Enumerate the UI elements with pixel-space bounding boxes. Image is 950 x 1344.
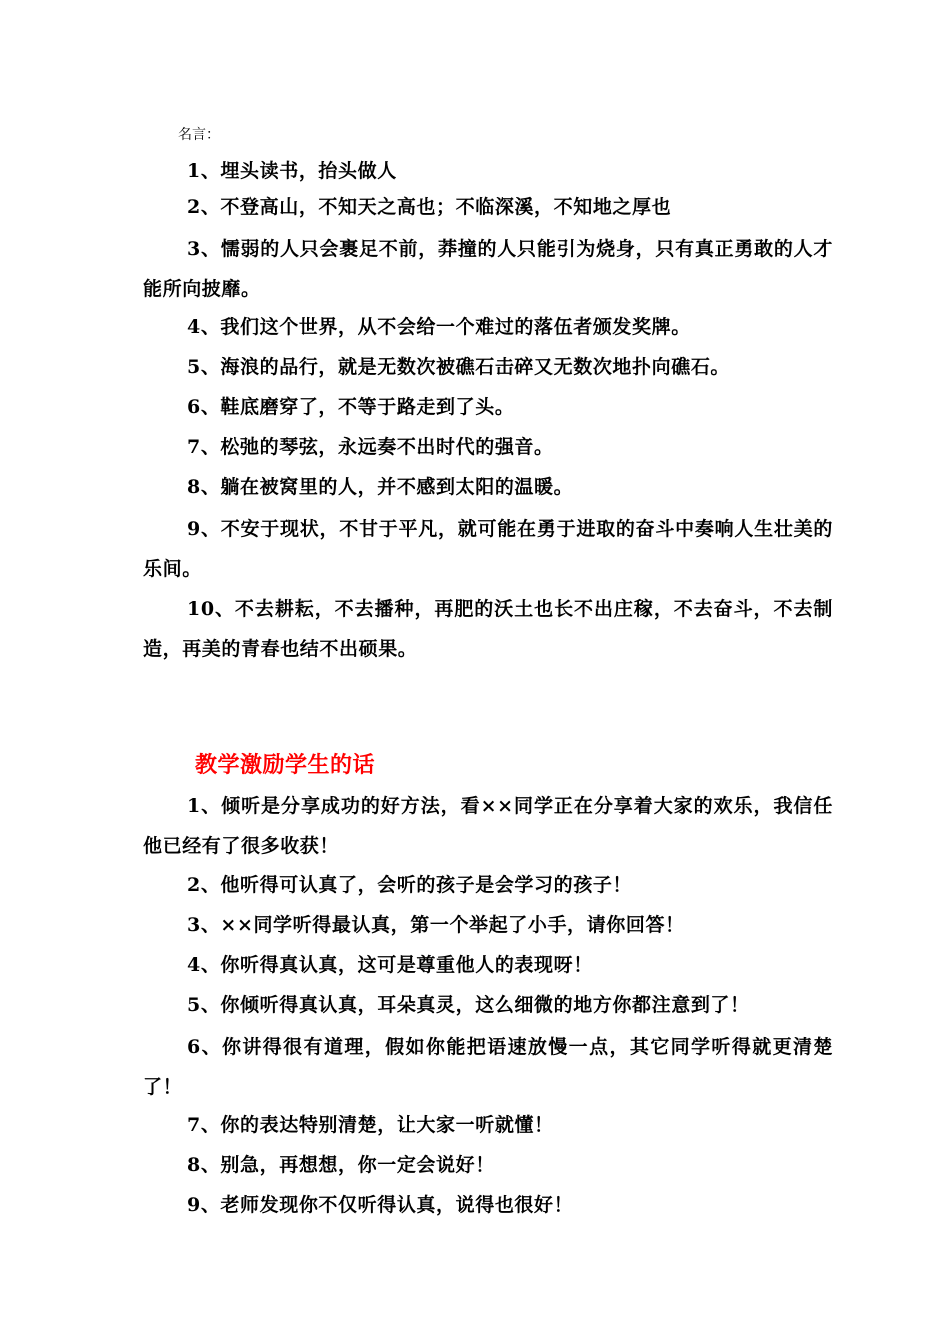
quote-item-5: 5、海浪的品行，就是无数次被礁石击碎又无数次地扑向礁石。 (187, 356, 731, 378)
quotes-label: 名言： (178, 127, 220, 143)
quote-item-2: 2、不登高山，不知天之高也；不临深溪，不知地之厚也 (187, 196, 672, 218)
quote-item-4: 4、我们这个世界，从不会给一个难过的落伍者颁发奖牌。 (187, 316, 691, 338)
encouragement-item-2: 2、他听得可认真了，会听的孩子是会学习的孩子！ (187, 874, 633, 896)
section-heading: 教学激励学生的话 (195, 752, 376, 778)
quote-item-8: 8、躺在被窝里的人，并不感到太阳的温暖。 (187, 476, 574, 498)
encouragement-item-4: 4、你听得真认真，这可是尊重他人的表现呀！ (187, 954, 593, 976)
encouragement-item-8: 8、别急，再想想，你一定会说好！ (187, 1154, 495, 1176)
encouragement-item-7: 7、你的表达特别清楚，让大家一听就懂！ (187, 1114, 554, 1136)
encouragement-item-5: 5、你倾听得真认真，耳朵真灵，这么细微的地方你都注意到了！ (187, 994, 750, 1016)
encouragement-item-3: 3、××同学听得最认真，第一个举起了小手，请你回答！ (187, 914, 685, 936)
quote-item-10: 10、不去耕耘，不去播种，再肥的沃土也长不出庄稼，不去奋斗，不去制造，再美的青春也结不出硕果。 (143, 598, 833, 660)
quote-item-1: 1、埋头读书，抬头做人 (187, 160, 397, 182)
quote-item-3: 3、懦弱的人只会裹足不前，莽撞的人只能引为烧身，只有真正勇敢的人才能所向披靡。 (143, 238, 833, 300)
quote-item-9: 9、不安于现状，不甘于平凡，就可能在勇于进取的奋斗中奏响人生壮美的乐间。 (143, 518, 833, 580)
quote-item-7: 7、松弛的琴弦，永远奏不出时代的强音。 (187, 436, 554, 458)
encouragement-item-1: 1、倾听是分享成功的好方法，看××同学正在分享着大家的欢乐，我信任他已经有了很多收获！ (143, 795, 833, 857)
quote-item-6: 6、鞋底磨穿了，不等于路走到了头。 (187, 396, 515, 418)
encouragement-item-9: 9、老师发现你不仅听得认真，说得也很好！ (187, 1194, 574, 1216)
encouragement-item-6: 6、你讲得很有道理，假如你能把语速放慢一点，其它同学听得就更清楚了！ (143, 1036, 833, 1098)
